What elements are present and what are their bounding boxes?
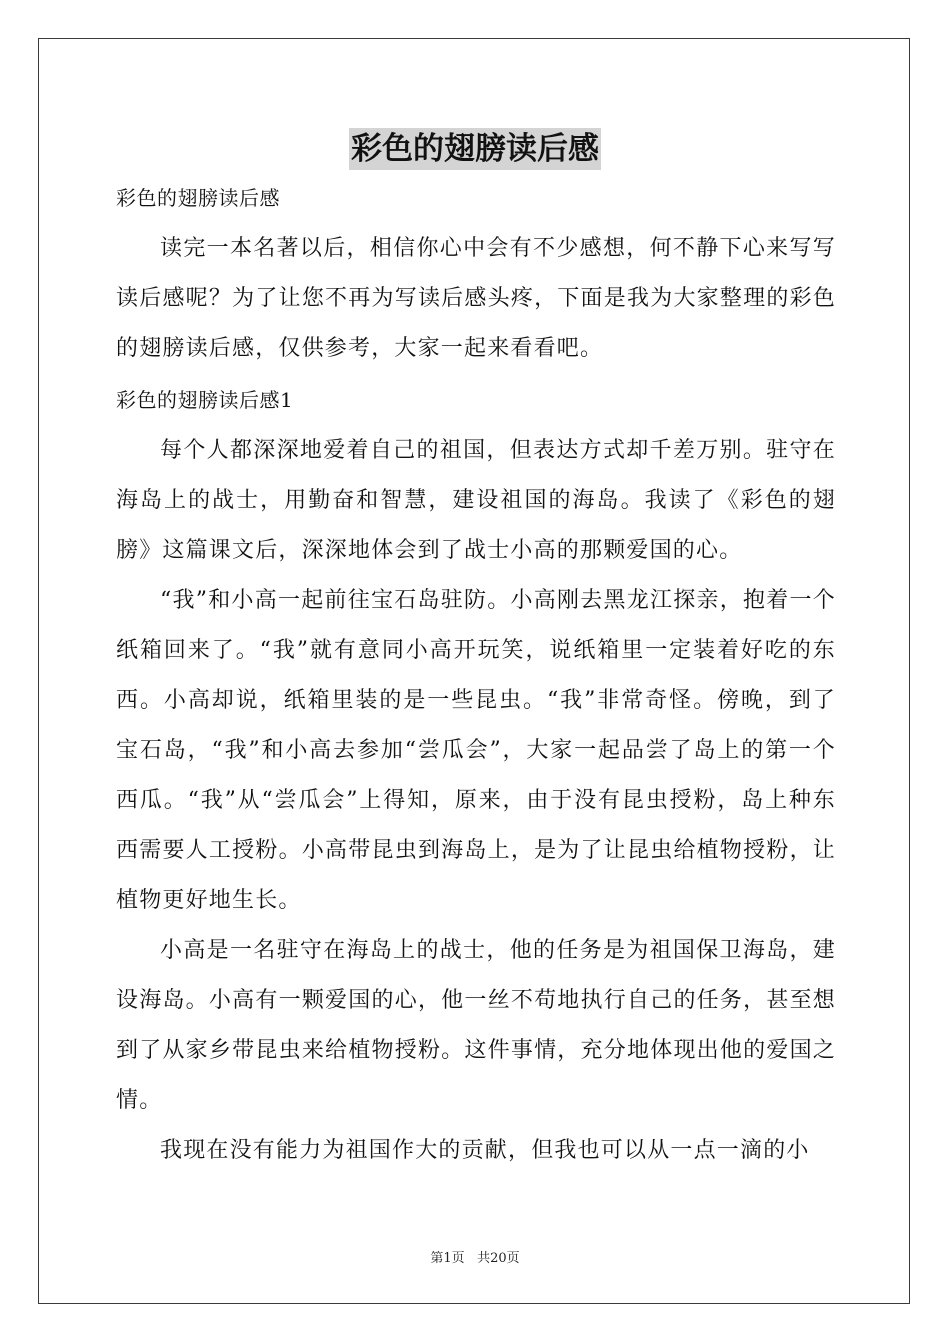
title-container — [0, 128, 950, 170]
paragraph: 我现在没有能力为祖国作大的贡献，但我也可以从一点一滴的小 — [160, 1138, 810, 1163]
page-footer — [0, 1247, 950, 1266]
document-body — [116, 172, 836, 1176]
paragraph: 小高是一名驻守在海岛上的战士，他的任务是为祖国保卫海岛，建设海岛。小高有一颗爱国的心，他一丝不苟地执行自己的任务，甚至想到了从家乡带昆虫来给植物授粉。这件事情，充分地体现出他的爱国之情。 — [116, 938, 836, 1113]
paragraph: “我”和小高一起前往宝石岛驻防。小高刚去黑龙江探亲，抱着一个纸箱回来了。“我”就有意同小高开玩笑，说纸箱里一定装着好吃的东西。小高却说，纸箱里装的是一些昆虫。“我”非常奇怪。傍晚，到了宝石岛，“我”和小高去参加“尝瓜会”，大家一起品尝了岛上的第一个西瓜。“我”从“尝瓜会”上得知，原来，由于没有昆虫授粉，岛上种东西需要人工授粉。小高带昆虫到海岛上，是为了让昆虫给植物授粉，让植物更好地生长。 — [116, 588, 836, 913]
page-total: 共20页 — [477, 1251, 520, 1266]
section-heading: 彩色的翅膀读后感 — [116, 186, 280, 210]
paragraph: 每个人都深深地爱着自己的祖国，但表达方式却千差万别。驻守在海岛上的战士，用勤奋和智慧，建设祖国的海岛。我读了《彩色的翅膀》这篇课文后，深深地体会到了战士小高的那颗爱国的心。 — [116, 438, 836, 563]
footer-spacer — [465, 1251, 477, 1266]
document-title: 彩色的翅膀读后感 — [349, 128, 601, 170]
section-heading: 彩色的翅膀读后感1 — [116, 388, 294, 412]
page-number: 第1页 — [430, 1251, 465, 1266]
paragraph: 读完一本名著以后，相信你心中会有不少感想，何不静下心来写写读后感呢？为了让您不再为写读后感头疼，下面是我为大家整理的彩色的翅膀读后感，仅供参考，大家一起来看看吧。 — [116, 236, 836, 361]
